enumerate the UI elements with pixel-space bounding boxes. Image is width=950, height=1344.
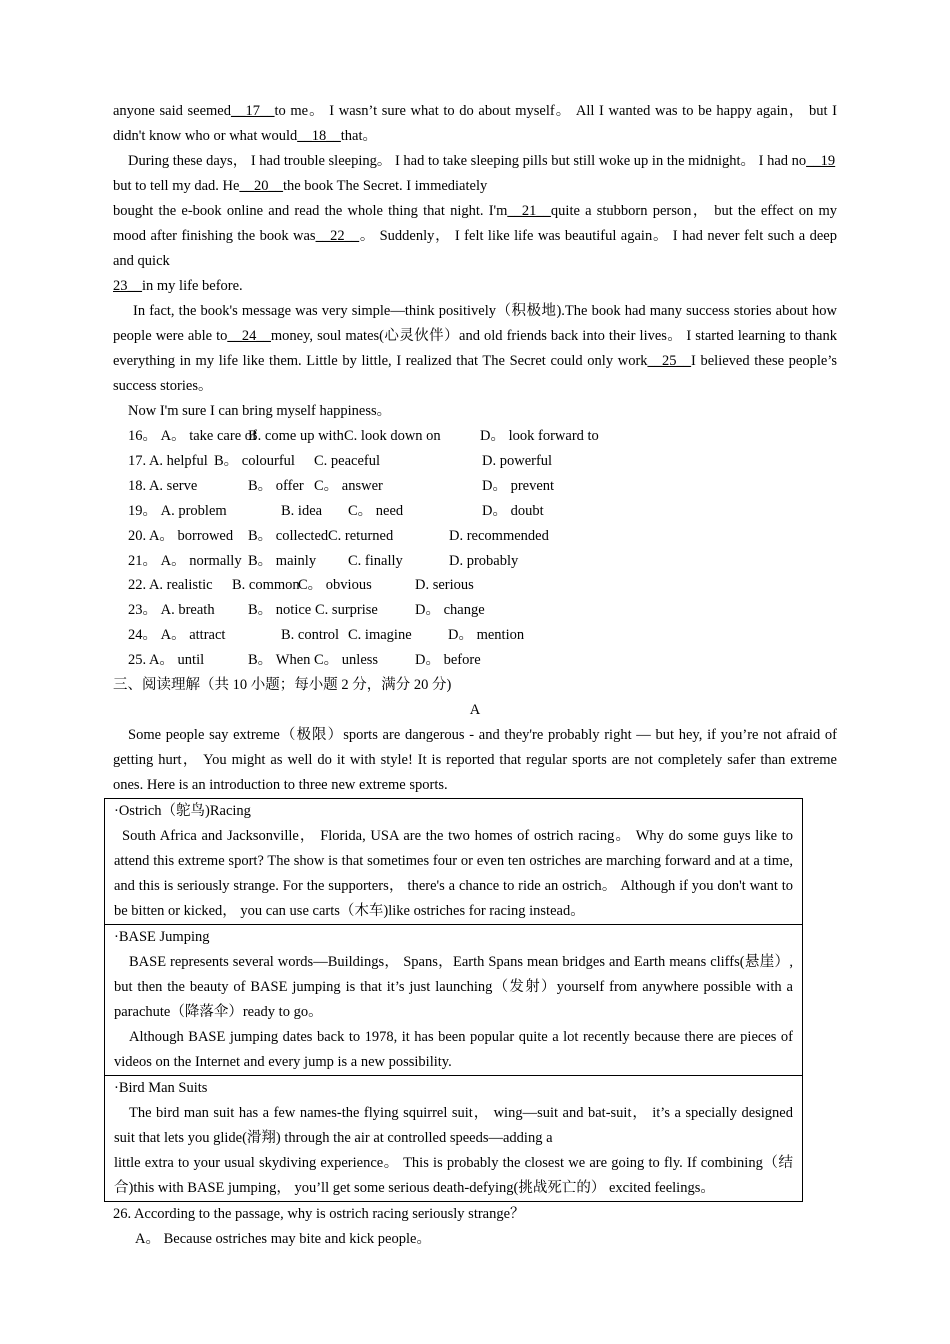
text: 。 Suddenly， I felt like life was beautiful again。 I had never felt such a deep and quick [113, 228, 837, 269]
option-row-16 [113, 424, 837, 449]
text: In fact, the book's message was very simple—think positively（积极地).The book had many success stories about how people were able to [113, 303, 837, 344]
cloze-paragraph-5: Now I'm sure I can bring myself happiness。 [128, 403, 392, 419]
option-a: 25. A。 until [128, 652, 205, 669]
sport-title: ·Ostrich（鸵鸟)Racing [114, 803, 251, 820]
option-row-21 [113, 549, 837, 574]
option-d: D。 doubt [482, 502, 544, 519]
section-title: 三、阅读理解（共 10 小题；每小题 2 分，满分 20 分) [113, 677, 452, 694]
option-b: B。 mainly [248, 552, 317, 569]
blank-23: 23__ [113, 278, 142, 294]
option-d: D. powerful [482, 452, 553, 469]
option-row-23 [113, 598, 837, 623]
option-d: D。 look forward to [480, 428, 599, 444]
sport-bird-man-suits [105, 1075, 802, 1201]
option-row-24 [113, 623, 837, 648]
sport-text: little extra to your usual skydiving experience。 This is probably the closest we are going to fly. If combining（结合)this with BASE jumping， you’ll get some serious death-defying(挑战死亡的） excited feelings。 [114, 1155, 793, 1197]
sport-ostrich-racing [105, 799, 802, 924]
blank-25: __25__ [647, 353, 692, 369]
option-d: D。 mention [448, 627, 525, 644]
option-row-18 [113, 474, 837, 499]
option-a: 16。 A。 take care of [128, 428, 257, 444]
sport-text: BASE represents several words—Buildings， Spans，Earth Spans mean bridges and Earth means cliffs(悬崖）, but then the beauty of BASE jumping is that it’s just launching（发射）yourself from anywhere possible with a parachute（降落伞）ready to go。 [114, 954, 793, 1021]
option-c: C. finally [348, 552, 403, 569]
cloze-paragraph-1 [113, 99, 837, 149]
option-a: 19。 A. problem [128, 502, 227, 519]
document-page [113, 99, 837, 1252]
option-c: C. peaceful [314, 452, 381, 469]
option-a: 22. A. realistic [128, 577, 213, 594]
option-row-25 [113, 648, 837, 673]
option-a: 21。 A。 normally [128, 552, 242, 569]
option-a: 20. A。 borrowed [128, 527, 234, 544]
text: in my life before. [142, 278, 243, 294]
text: but to tell my dad. He [113, 178, 240, 194]
passage-intro: Some people say extreme（极限）sports are dangerous - and they're probably right — but hey, if you’re not afraid of getting hurt， You might as well do it with style! It is reported that regular sports are not completely safer than extreme ones. Here is an introduction to three new extreme sports. [113, 727, 837, 794]
option-c: C。 unless [314, 652, 379, 669]
option-b: B。 offer [248, 477, 304, 494]
option-row-17 [113, 449, 837, 474]
option-d: D. recommended [449, 527, 549, 544]
option-c: C. surprise [315, 602, 378, 619]
option-b: B. idea [281, 502, 323, 519]
option-c: C。 need [348, 502, 404, 519]
option-row-19 [113, 499, 837, 524]
blank-21: __21__ [507, 203, 551, 219]
text: During these days， I had trouble sleeping。 I had to take sleeping pills but still woke up in the midnight。 I had no [128, 153, 807, 169]
option-d: D。 change [415, 602, 485, 619]
option-d: D。 prevent [482, 477, 555, 494]
text: the book The Secret. I immediately [282, 178, 488, 194]
question-26-option-a: A。 Because ostriches may bite and kick people。 [135, 1231, 431, 1248]
sport-base-jumping [105, 924, 802, 1075]
sport-text: Although BASE jumping dates back to 1978, it has been popular quite a lot recently because there are pieces of videos on the Internet and every jump is a new possibility. [114, 1029, 793, 1071]
sport-text: The bird man suit has a few names-the flying squirrel suit， wing—suit and bat-suit， it’s a specially designed suit that lets you glide(滑翔) through the air at controlled speeds—adding a [114, 1105, 793, 1147]
text: bought the e-book online and read the whole thing that night. I'm [113, 203, 508, 219]
question-26: 26. According to the passage, why is ostrich racing seriously strange？ [113, 1206, 525, 1223]
option-a: 17. A. helpful [128, 452, 208, 469]
text: that。 [340, 128, 378, 144]
blank-22: __22__ [315, 228, 360, 244]
option-b: B. come up with [248, 428, 344, 444]
option-b: B。 When [248, 652, 311, 669]
text: money, soul mates(心灵伙伴）and old friends back into their lives。 I started learning to thank everything in my life like them. Little by little, I realized that The Secret could only work [113, 328, 837, 369]
option-b: B. control [281, 627, 339, 644]
option-b: B. common [232, 577, 300, 594]
option-a: 24。 A。 attract [128, 627, 226, 644]
option-b: B。 colourful [214, 452, 295, 469]
blank-20: __20__ [239, 178, 283, 194]
option-c: C。 answer [314, 477, 383, 494]
blank-19: __19 [806, 153, 836, 169]
blank-24: __24__ [227, 328, 271, 344]
option-c: C. look down on [344, 428, 441, 444]
options-list [113, 424, 837, 673]
sport-title: ·BASE Jumping [114, 929, 210, 946]
sport-text: South Africa and Jacksonville， Florida, USA are the two homes of ostrich racing。 Why do some guys like to attend this extreme sport? The show is that sometimes four or even ten ostriches are marching forward and at a time, and this is seriously strange. For the supporters， there's a chance to ride an ostrich。 Although if you don't want to be bitten or kicked， you can use carts（木车)like ostriches for racing instead。 [114, 828, 793, 920]
blank-18: __18__ [297, 128, 341, 144]
text: anyone said seemed [113, 103, 231, 119]
text: quite a stubborn person， but the effect on my mood after finishing the book was [113, 203, 837, 244]
sports-table [104, 798, 803, 1202]
sport-title: ·Bird Man Suits [114, 1080, 208, 1097]
blank-17: __17__ [230, 103, 275, 119]
cloze-paragraph-3 [113, 199, 837, 299]
option-a: 23。 A. breath [128, 602, 215, 619]
option-b: B。 collected [248, 527, 329, 544]
option-d: D。 before [415, 652, 481, 669]
option-c: C. returned [328, 527, 394, 544]
option-row-20 [113, 524, 837, 549]
option-c: C。 obvious [298, 577, 372, 594]
option-d: D. probably [449, 552, 519, 569]
option-c: C. imagine [348, 627, 412, 644]
passage-label: A [469, 702, 481, 719]
text: I believed these people’s success stories。 [113, 353, 837, 394]
option-row-22 [113, 573, 837, 598]
option-d: D. serious [415, 577, 474, 594]
text: to me。 I wasn’t sure what to do about myself。 All I wanted was to be happy again， but I didn't know who or what would [113, 103, 838, 144]
cloze-paragraph-2 [113, 149, 837, 199]
option-b: B。 notice [248, 602, 312, 619]
option-a: 18. A. serve [128, 477, 198, 494]
cloze-paragraph-4 [113, 299, 837, 399]
